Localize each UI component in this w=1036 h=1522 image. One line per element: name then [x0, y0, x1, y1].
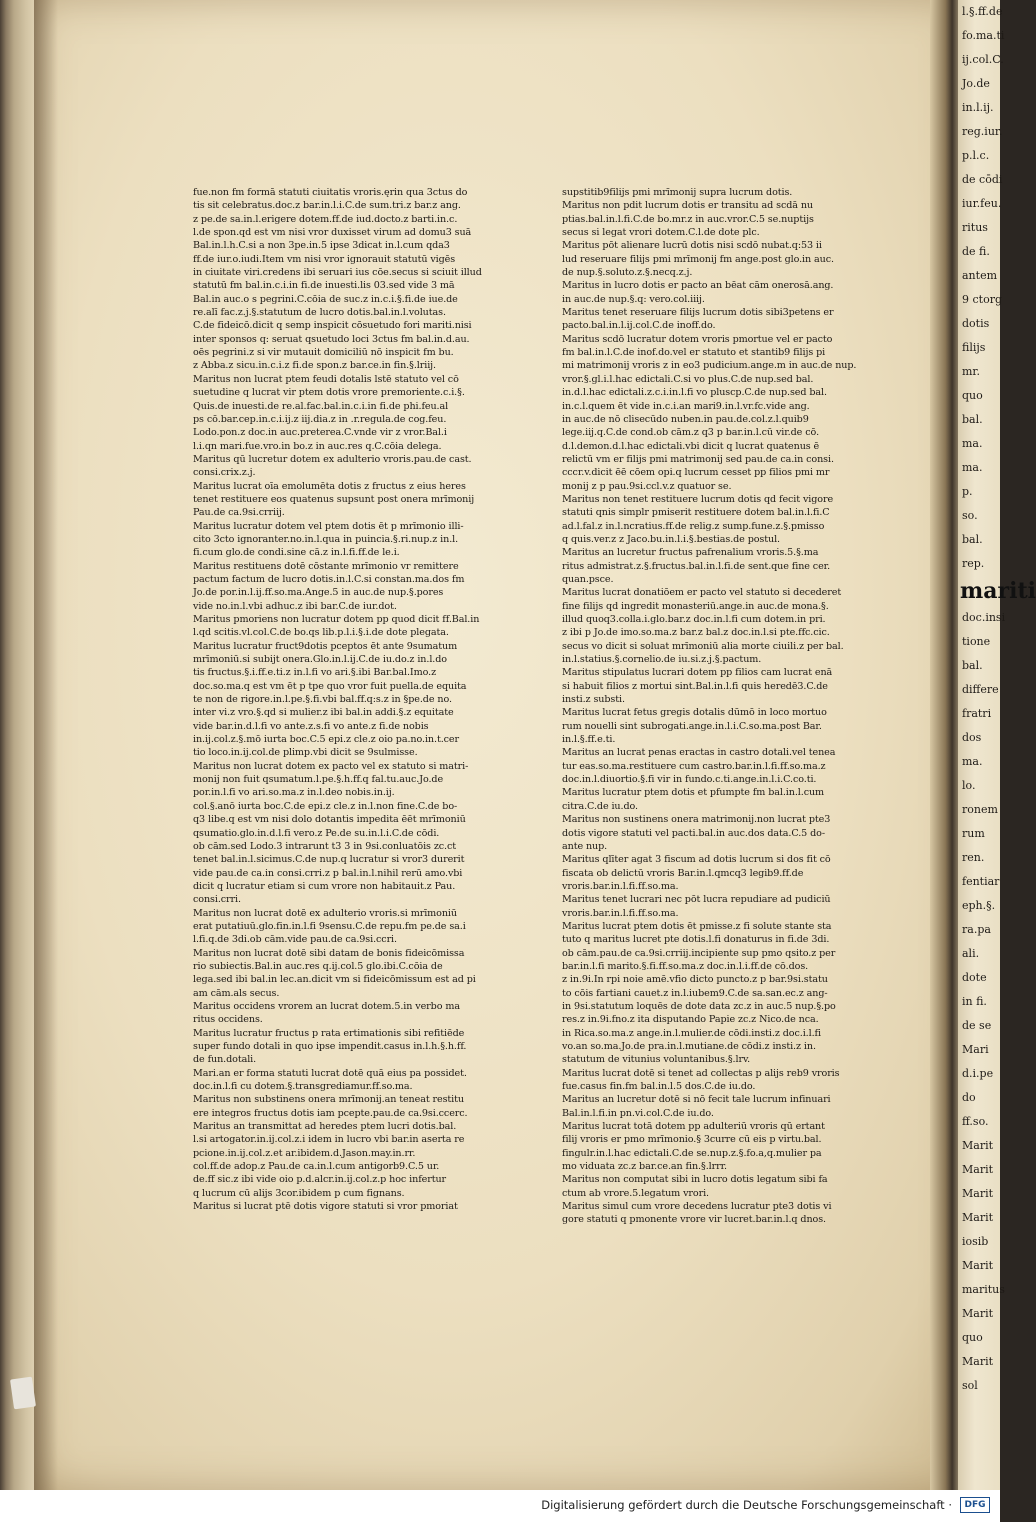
- text-line: Maritus non substinens onera mrīmonij.an teneat restitu: [193, 1094, 464, 1106]
- text-line: ad.l.fal.z in.l.ncratius.ff.de relig.z sump.fune.z.§.pmisso: [562, 520, 825, 532]
- text-line: Lodo.pon.z doc.in auc.preterea.C.vnde vir z vror.Bal.i: [193, 427, 447, 439]
- text-line: tenet restituere eos quatenus supsunt post onera mrīmonij: [193, 493, 475, 505]
- text-line: insti.z substi.: [562, 694, 625, 706]
- text-line: Maritus scdō lucratur dotem vroris pmortue vel er pacto: [562, 333, 833, 345]
- text-line: in.ij.col.z.§.mō iurta boc.C.5 epi.z cle.z oio pa.no.in.t.cer: [193, 734, 459, 746]
- text-line: ma.: [962, 461, 983, 474]
- text-line: relictū vm er filijs pmi matrimonij sed pau.de ca.in consi.: [562, 453, 834, 465]
- text-line: Maritus lucratur fructus p rata ertimationis sibi refitiēde: [193, 1027, 465, 1039]
- text-line: te non de rigore.in.l.pe.§.fi.vbi bal.ff.q:s.z in §pe.de no.: [193, 694, 452, 706]
- text-line: fentiar: [962, 875, 1000, 888]
- text-line: Marit: [962, 1259, 994, 1272]
- text-line: eph.§.: [962, 899, 996, 912]
- text-line: dicit q lucratur etiam si cum vrore non habitauit.z Pau.: [193, 880, 456, 892]
- text-line: filij vroris er pmo mrīmonio.§ 3curre cū eis p virtu.bal.: [562, 1134, 822, 1146]
- text-line: in 9si.statutum loquēs de dote data zc.z in auc.5 nup.§.po: [562, 1000, 836, 1012]
- text-line: inter vi.z vro.§.qd si mulier.z ibi bal.in addi.§.z equitate: [193, 707, 454, 719]
- text-line: de nup.§.soluto.z.§.necq.z.j.: [562, 267, 693, 279]
- text-line: mr.: [962, 365, 980, 378]
- text-line: Maritus tenet lucrari nec pōt lucra repudiare ad pudiciū: [562, 894, 831, 906]
- text-line: Maritus qū lucretur dotem ex adulterio vroris.pau.de cast.: [193, 453, 472, 465]
- text-line: Maritus lucrat totā dotem pp adulteriū vroris qū ertant: [562, 1121, 825, 1133]
- text-line: Marit: [962, 1211, 994, 1224]
- text-line: Maritus an transmittat ad heredes ptem lucri dotis.bal.: [193, 1121, 457, 1133]
- text-line: Jo.de por.in.l.ij.ff.so.ma.Ange.5 in auc.de nup.§.pores: [193, 587, 444, 599]
- text-line: ritus admistrat.z.§.fructus.bal.in.l.fi.de sent.que fine cer.: [562, 560, 831, 572]
- text-line: res.z in.9i.fno.z ita disputando Papie zc.z Nico.de nca.: [562, 1014, 819, 1026]
- text-line: lo.: [962, 779, 976, 792]
- text-line: Maritus non lucrat dotē ex adulterio vroris.si mrīmoniū: [193, 907, 457, 919]
- text-line: Maritus lucrat dotē si tenet ad collectas p alijs reb9 vroris: [562, 1067, 840, 1079]
- text-line: consi.crix.z.j.: [193, 467, 256, 479]
- text-line: ma.: [962, 755, 983, 768]
- text-line: de.ff sic.z ibi vide oio p.d.alcr.in.ij.col.z.p hoc infertur: [193, 1174, 447, 1186]
- text-line: iosib: [962, 1235, 989, 1248]
- text-line: statuti qnis simplr pmiserit restituere dotem bal.in.l.fi.C: [562, 507, 830, 519]
- text-line: de cōdi: [962, 173, 1003, 186]
- text-line: illud quoq3.colla.i.glo.bar.z doc.in.l.fi cum dotem.in pri.: [562, 614, 826, 625]
- text-line: ritus occidens.: [193, 1014, 263, 1026]
- text-line: Maritus lucratur dotem vel ptem dotis ēt p mrīmonio illi-: [193, 520, 464, 532]
- text-line: so.: [962, 509, 978, 522]
- text-line: secus vo dicit si soluat mrīmoniū alia morte ciuili.z per bal.: [562, 640, 844, 652]
- text-line: fiscata ob delictū vroris Bar.in.l.qmcq3 legib9.ff.de: [562, 867, 804, 879]
- text-line: dotis vigore statuti vel pacti.bal.in auc.dos data.C.5 do-: [562, 827, 825, 839]
- page-tab-marker: [10, 1377, 36, 1410]
- dfg-logo: DFG: [960, 1497, 990, 1513]
- text-line: bal.: [962, 659, 983, 672]
- text-line: cito 3cto ignoranter.no.in.l.qua in puincia.§.ri.nup.z in.l.: [193, 533, 459, 545]
- text-line: mi matrimonij vroris z in eo3 pudicium.ange.m in auc.de nup.: [562, 360, 857, 372]
- text-line: ma.: [962, 437, 983, 450]
- text-line: Maritus pōt alienare lucrū dotis nisi scdō nubat.q:53 ii: [562, 240, 822, 252]
- text-line: vo.an so.ma.Jo.de pra.in.l.mutiane.de cōdi.z insti.z in.: [562, 1041, 816, 1052]
- text-line: rum: [962, 827, 985, 840]
- text-line: Maritus an lucretur dotē si nō fecit tale lucrum infinuari: [562, 1094, 831, 1106]
- text-line: pacto.bal.in.l.ij.col.C.de inoff.do.: [562, 320, 716, 332]
- text-line: tuto q maritus lucret pte dotis.l.fi donaturus in fi.de 3di.: [562, 934, 830, 946]
- text-line: tio loco.in.ij.col.de plimp.vbi dicit se 9sulmisse.: [193, 747, 418, 759]
- text-line: Maritus non pdit lucrum dotis er transitu ad scdā nu: [562, 200, 813, 212]
- text-line: d.l.demon.d.l.hac edictali.vbi dicit q lucrat quatenus ē: [562, 440, 820, 452]
- text-line: Maritus non computat sibi in lucro dotis legatum sibi fa: [562, 1174, 828, 1186]
- text-line: in auc.de nō clisecūdo nuben.in pau.de.col.z.l.quib9: [562, 413, 809, 425]
- text-line: doc.in.l.diuortio.§.fi vir in fundo.c.ti.ange.in.l.i.C.co.ti.: [562, 774, 817, 786]
- text-line: p.l.c.: [962, 149, 990, 162]
- text-line: z Abba.z sicu.in.c.i.z fi.de spon.z bar.ce.in fin.§.lriij.: [193, 360, 436, 372]
- text-line: maritus: [962, 1283, 1005, 1296]
- text-line: lud reseruare filijs pmi mrīmonij fm ange.post glo.in auc.: [562, 253, 834, 265]
- text-line: suetudine q lucrat vir ptem dotis vrore premoriente.c.i.§.: [193, 387, 465, 399]
- text-line: de fi.: [962, 245, 990, 258]
- text-line: lega.sed ibi bal.in lec.an.dicit vm si fideicōmissum est ad pi: [193, 974, 476, 986]
- text-line: col.ff.de adop.z Pau.de ca.in.l.cum antigorb9.C.5 ur.: [193, 1161, 440, 1173]
- text-line: ob cām.sed Lodo.3 intrarunt t3 3 in 9si.conluatōis zc.ct: [193, 840, 457, 852]
- text-line: Marit: [962, 1139, 994, 1152]
- text-line: quo: [962, 1331, 983, 1344]
- text-line: in Rica.so.ma.z ange.in.l.mulier.de cōdi.insti.z doc.i.l.fi: [562, 1027, 821, 1039]
- text-line: mrīmoniū.si subijt onera.Glo.in.l.ij.C.de iu.do.z in.l.do: [193, 654, 447, 666]
- text-line: por.in.l.fi vo ari.so.ma.z in.l.deo nobis.in.ij.: [193, 787, 395, 799]
- text-line: lege.iij.q.C.de cond.ob cām.z q3 p bar.in.l.cū vir.de cō.: [562, 427, 820, 439]
- text-line: reg.iur.: [962, 125, 1003, 138]
- text-line: Maritus restituens dotē cōstante mrīmonio vr remittere: [193, 560, 459, 572]
- text-line: dote: [962, 971, 987, 984]
- text-line: Marit: [962, 1355, 994, 1368]
- text-line: Maritus lucratur ptem dotis et pfumpte fm bal.in.l.cum: [562, 787, 825, 799]
- text-line: de fun.dotali.: [193, 1054, 257, 1066]
- text-line: tenet bal.in.l.sicimus.C.de nup.q lucratur si vror3 durerit: [193, 854, 465, 866]
- text-line: Mari.an er forma statuti lucrat dotē quā eius pa possidet.: [193, 1067, 467, 1079]
- text-line: Pau.de ca.9si.crriij.: [193, 507, 285, 519]
- text-line: citra.C.de iu.do.: [562, 800, 638, 812]
- text-line: Maritus tenet reseruare filijs lucrum dotis sibi3petens er: [562, 307, 834, 319]
- text-line: filijs: [962, 341, 986, 354]
- text-line: ob cām.pau.de ca.9si.crriij.incipiente sup pmo qsito.z per: [562, 947, 836, 959]
- text-line: dotis: [962, 317, 990, 330]
- text-line: l.i.qn mari.fue.vro.in bo.z in auc.res q.C.cōia delega.: [193, 440, 442, 452]
- text-line: bal.: [962, 413, 983, 426]
- text-line: q3 libe.q est vm nisi dolo dotantis impedita ēēt mrīmoniū: [193, 814, 466, 826]
- text-line: tis fructus.§.i.ff.e.ti.z in.l.fi vo ari.§.ibi Bar.bal.Imo.z: [193, 667, 437, 679]
- text-line: Maritus occidens vrorem an lucrat dotem.5.in verbo ma: [193, 1000, 460, 1012]
- text-line: Maritus lucrat oīa emolumēta dotis z fructus z eius heres: [193, 480, 466, 492]
- text-line: am cām.als secus.: [193, 987, 280, 999]
- text-line: vror.§.gl.i.l.hac edictali.C.si vo plus.C.de nup.sed bal.: [562, 373, 814, 385]
- text-line: doc.so.ma.q est vm ēt p tpe quo vror fuit puella.de equita: [193, 680, 467, 692]
- text-line: do: [962, 1091, 976, 1104]
- text-line: Maritus lucrat ptem dotis ēt pmisse.z fi solute stante sta: [562, 920, 832, 932]
- text-line: pactum factum de lucro dotis.in.l.C.si constan.ma.dos fm: [193, 573, 465, 585]
- text-line: ante nup.: [562, 840, 608, 852]
- left-text-column: [193, 186, 511, 1213]
- text-line: Maritus non sustinens onera matrimonij.non lucrat pte3: [562, 814, 831, 826]
- text-line: Maritus lucrat fetus gregis dotalis dūmō in loco mortuo: [562, 707, 827, 719]
- text-line: statutū fm bal.in.c.i.in fi.de inuesti.lis 03.sed vide 3 mā: [193, 280, 455, 292]
- text-line: fo.ma.ti: [962, 29, 1005, 42]
- text-line: ra.pa: [962, 923, 991, 936]
- text-line: in auc.de nup.§.q: vero.col.iiij.: [562, 293, 705, 305]
- text-line: iur.feu.: [962, 197, 1002, 210]
- text-line: si habuit filios z mortui sint.Bal.in.l.fi quis heredē3.C.de: [562, 680, 828, 692]
- text-line: ctum ab vrore.5.legatum vrori.: [562, 1187, 709, 1199]
- text-line: Maritus in lucro dotis er pacto an bēat cām onerosā.ang.: [562, 280, 834, 292]
- next-page-fragment: [958, 0, 1036, 1490]
- text-line: fine filijs qd ingredit monasteriū.ange.in auc.de mona.§.: [562, 600, 829, 612]
- text-line: Maritus stipulatus lucrari dotem pp filios cam lucrat enā: [562, 667, 833, 679]
- text-line: rep.: [962, 557, 985, 570]
- text-line: l.§.ff.de: [962, 5, 1003, 18]
- text-line: statutum de vitunius voluntanibus.§.lrv.: [562, 1054, 751, 1066]
- text-line: vide bar.in.d.l.fi vo ante.z.s.fi vo ante.z fi.de nobis: [193, 720, 429, 732]
- text-line: ritus: [962, 221, 988, 234]
- text-line: rio subiectis.Bal.in auc.res q.ij.col.5 glo.ibi.C.cōia de: [193, 960, 443, 972]
- text-line: ps cō.bar.cep.in.c.i.ij.z iij.dia.z in .r.regula.de cog.feu.: [193, 413, 447, 425]
- text-line: C.de fideicō.dicit q semp inspicit cōsuetudo fori mariti.nisi: [193, 320, 472, 332]
- text-line: rum nouelli sint subrogati.ange.in.l.i.C.so.ma.post Bar.: [562, 720, 822, 732]
- footer-bar: [0, 1490, 1000, 1522]
- text-line: q quis.ver.z z Jaco.bu.in.l.i.§.bestias.de postul.: [562, 533, 781, 545]
- text-line: monij z p pau.9si.ccl.v.z quatuor se.: [562, 480, 732, 492]
- text-line: Maritus an lucretur fructus pafrenalium vroris.5.§.ma: [562, 547, 819, 559]
- text-line: antem: [962, 269, 998, 282]
- text-line: doc.in.l.fi cu dotem.§.transgrediamur.ff.so.ma.: [193, 1081, 413, 1093]
- text-line: vide no.in.l.vbi adhuc.z ibi bar.C.de iur.dot.: [193, 600, 397, 612]
- text-line: Maritus an lucrat penas eractas in castro dotali.vel tenea: [562, 747, 836, 759]
- text-line: tione: [962, 635, 991, 648]
- text-line: gore statuti q pmonente vrore vir lucret.bar.in.l.q dnos.: [562, 1214, 826, 1226]
- text-line: Marit: [962, 1187, 994, 1200]
- text-line: z pe.de sa.in.l.erigere dotem.ff.de iud.docto.z barti.in.c.: [193, 213, 458, 225]
- text-line: ff.so.: [962, 1115, 989, 1128]
- text-line: in.c.l.quem ēt vide in.c.i.an mari9.in.l.vr.fc.vide ang.: [562, 400, 810, 412]
- text-line: Maritus si lucrat ptē dotis vigore statuti si vror pmoriat: [193, 1201, 458, 1213]
- text-line: fm bal.in.l.C.de inof.do.vel er statuto et stantib9 filijs pi: [562, 347, 826, 359]
- text-line: bar.in.l.fi marito.§.fi.ff.so.ma.z doc.in.l.i.ff.de cō.dos.: [562, 960, 809, 972]
- text-line: super fundo dotali in quo ipse impendit.casus in.l.h.§.h.ff.: [193, 1041, 467, 1052]
- text-line: cccr.v.dicit ēē cōem opi.q lucrum cesset pp filios pmi mr: [562, 467, 830, 479]
- footer-credit: Digitalisierung gefördert durch die Deutsche Forschungsgemeinschaft ·: [541, 1498, 952, 1512]
- text-line: vroris.bar.in.l.fi.ff.so.ma.: [562, 907, 679, 919]
- text-line: vide pau.de ca.in consi.crri.z p bal.in.l.nihil rerū amo.vbi: [193, 867, 463, 879]
- text-line: in ciuitate viri.credens ibi seruari ius cōe.secus si sciuit illud: [193, 267, 482, 279]
- text-line: in.l.ij.: [962, 101, 994, 114]
- text-line: to cōis fartiani cauet.z in.l.iubem9.C.de sa.san.ec.z ang-: [562, 987, 828, 999]
- text-line: tis sit celebratus.doc.z bar.in.l.i.C.de sum.tri.z bar.z ang.: [193, 200, 461, 212]
- text-line: Maritus pmoriens non lucratur dotem pp quod dicit ff.Bal.in: [193, 614, 480, 625]
- text-line: Bal.in auc.o s pegrini.C.cōia de suc.z in.c.i.§.fi.de iue.de: [193, 293, 458, 305]
- text-line: col.§.anō iurta boc.C.de epi.z cle.z in.l.non fine.C.de bo-: [193, 800, 458, 812]
- text-line: differe: [962, 683, 999, 696]
- text-line: Maritus simul cum vrore decedens lucratur pte3 dotis vi: [562, 1201, 832, 1213]
- text-line: de se: [962, 1019, 992, 1032]
- text-line: bal.: [962, 533, 983, 546]
- text-line: quo: [962, 389, 983, 402]
- text-line: in fi.: [962, 995, 987, 1008]
- next-page-lines-after: [958, 606, 1006, 1398]
- text-line: Marit: [962, 1163, 994, 1176]
- text-line: tur eas.so.ma.restituere cum castro.bar.in.l.fi.ff.so.ma.z: [562, 760, 826, 772]
- text-line: oēs pegrini.z si vir mutauit domiciliū nō inspicit fm bu.: [193, 347, 454, 359]
- text-line: Bal.in.l.h.C.si a non 3pe.in.5 ipse 3dicat in.l.cum qda3: [193, 240, 450, 252]
- text-line: Jo.de: [962, 77, 990, 90]
- text-line: 9 ctorg: [962, 293, 1002, 306]
- text-line: sol: [962, 1379, 978, 1392]
- text-line: d.i.pe: [962, 1067, 994, 1080]
- text-line: monij non fuit qsumatum.l.pe.§.h.ff.q fal.tu.auc.Jo.de: [193, 774, 444, 786]
- text-line: Marit: [962, 1307, 994, 1320]
- text-line: mo viduata zc.z bar.ce.an fin.§.lrrr.: [562, 1161, 727, 1173]
- text-line: supstitib9filijs pmi mrīmonij supra lucrum dotis.: [562, 187, 793, 198]
- text-line: l.fi.q.de 3di.ob cām.vide pau.de ca.9si.ccri.: [193, 934, 397, 946]
- text-line: z ibi p Jo.de imo.so.ma.z bar.z bal.z doc.in.l.si pte.ffc.cic.: [562, 627, 830, 639]
- text-line: Maritus lucrat donatiōem er pacto vel statuto si decederet: [562, 587, 842, 599]
- text-line: fi.cum glo.de condi.sine cā.z in.l.fi.ff.de le.i.: [193, 547, 400, 559]
- text-line: ij.col.C.: [962, 53, 1004, 66]
- text-line: ren.: [962, 851, 985, 864]
- text-line: vroris.bar.in.l.fi.ff.so.ma.: [562, 880, 679, 892]
- text-line: erat putatiuū.glo.fin.in.l.fi 9sensu.C.de repu.fm pe.de sa.i: [193, 920, 466, 932]
- text-line: inter sponsos q: seruat qsuetudo loci 3ctus fm bal.in.d.au.: [193, 333, 470, 345]
- text-line: fue.casus fin.fm bal.in.l.5 dos.C.de iu.do.: [562, 1081, 756, 1093]
- text-line: Maritus non lucrat dotē sibi datam de bonis fideicōmissa: [193, 947, 465, 959]
- text-line: Maritus non lucrat ptem feudi dotalis lstē statuto vel cō: [193, 373, 459, 385]
- text-line: ali.: [962, 947, 980, 960]
- text-line: Maritus qlīter agat 3 fiscum ad dotis lucrum si dos fit cō: [562, 854, 831, 866]
- text-line: ronem: [962, 803, 998, 816]
- text-line: re.alī fac.z.j.§.statutum de lucro dotis.bal.in.l.volutas.: [193, 307, 446, 319]
- text-line: ptias.bal.in.l.fi.C.de bo.mr.z in auc.vror.C.5 se.nuptijs: [562, 213, 814, 225]
- text-line: z in.9i.In rpi noie amē.vfio dicto puncto.z p bar.9si.statu: [562, 974, 828, 986]
- text-line: l.de spon.qd est vm nisi vror duxisset virum ad domu3 suā: [193, 227, 472, 239]
- text-line: Bal.in.l.fi.in pn.vi.col.C.de iu.do.: [562, 1107, 714, 1119]
- text-line: p.: [962, 485, 973, 498]
- text-line: in.l.statius.§.cornelio.de iu.si.z.j.§.pactum.: [562, 654, 762, 666]
- text-line: dos: [962, 731, 982, 744]
- next-page-lines: [958, 0, 1005, 576]
- text-line: q lucrum cū alijs 3cor.ibidem p cum fignans.: [193, 1187, 405, 1199]
- text-line: ff.de iur.o.iudi.Item vm nisi vror ignorauit statutū vigēs: [193, 253, 456, 265]
- text-line: quan.psce.: [562, 573, 614, 585]
- text-line: l.si artogator.in.ij.col.z.i idem in lucro vbi bar.in aserta re: [193, 1134, 465, 1146]
- text-line: l.qd scitis.vl.col.C.de bo.qs lib.p.l.i.§.i.de dote plegata.: [193, 627, 449, 639]
- right-text-column: [562, 186, 888, 1227]
- text-line: doc.insi: [962, 611, 1006, 624]
- text-line: in.l.§.ff.e.ti.: [562, 734, 616, 746]
- text-line: Mari: [962, 1043, 989, 1056]
- text-line: in.d.l.hac edictali.z.c.i.in.l.fi vo pluscp.C.de nup.sed bal.: [562, 387, 827, 399]
- text-line: fratri: [962, 707, 992, 720]
- text-line: Maritus lucratur fruct9dotis pceptos ēt ante 9sumatum: [193, 640, 458, 652]
- text-line: consi.crri.: [193, 894, 241, 906]
- text-line: ere integros fructus dotis iam pcepte.pau.de ca.9si.ccerc.: [193, 1107, 468, 1119]
- text-line: Maritus non tenet restituere lucrum dotis qd fecit vigore: [562, 493, 834, 505]
- text-line: Quis.de inuesti.de re.al.fac.bal.in.c.i.in fi.de phi.feu.al: [193, 400, 449, 412]
- text-line: secus si legat vrori dotem.C.l.de dote plc.: [562, 227, 760, 239]
- text-line: pcione.in.ij.col.z.et ar.ibidem.d.Jason.may.in.rr.: [193, 1147, 416, 1159]
- text-line: qsumatio.glo.in.d.l.fi vero.z Pe.de su.in.l.i.C.de cōdi.: [193, 827, 440, 839]
- text-line: fingulr.in.l.hac edictali.C.de se.nup.z.§.fo.a,q.mulier pa: [562, 1147, 822, 1159]
- text-line: Maritus non lucrat dotem ex pacto vel ex statuto si matri-: [193, 760, 469, 772]
- next-page-heading: mariti: [960, 578, 1036, 604]
- text-line: fue.non fm formā statuti ciuitatis vroris.ęrin qua 3ctus do: [193, 187, 468, 198]
